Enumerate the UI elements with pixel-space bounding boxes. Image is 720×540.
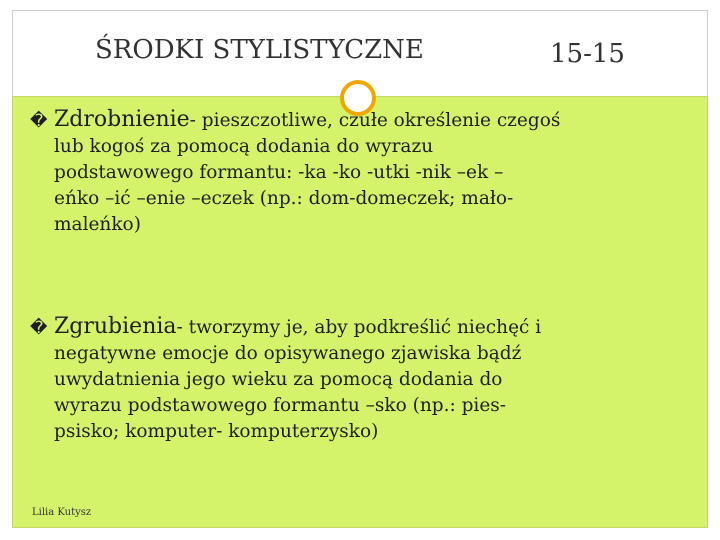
definition-line: wyrazu podstawowego formantu –sko (np.: pies- xyxy=(54,395,507,416)
bullet-first-line xyxy=(30,107,695,134)
definition-line: eńko –ić –enie –eczek (np.: dom-domeczek; mało- xyxy=(54,188,514,209)
bullet-first-line xyxy=(30,314,695,341)
definition-line: psisko; komputer- komputerzysko) xyxy=(54,421,379,442)
term-zgrubienia: Zgrubienia xyxy=(54,314,177,339)
definition-line: maleńko) xyxy=(54,214,141,235)
definition-line: uwydatnienia jego wieku za pomocą dodania do xyxy=(54,369,503,390)
bullet-marker-icon: � xyxy=(30,318,48,338)
definition-line: - tworzymy je, aby podkreślić niechęć i xyxy=(176,317,542,338)
definition-line: negatywne emocje do opisywanego zjawiska bądź xyxy=(54,343,522,364)
definition-line: lub kogoś za pomocą dodania do wyrazu xyxy=(54,136,434,157)
slide-number: 15-15 xyxy=(550,39,625,69)
bullet-marker-icon: � xyxy=(30,111,48,131)
slide-title: ŚRODKI STYLISTYCZNE xyxy=(95,35,424,65)
definition-line: - pieszczotliwe, czułe określenie czegoś xyxy=(189,110,561,131)
bullet-zgrubienia xyxy=(30,314,695,445)
term-zdrobnienie: Zdrobnienie xyxy=(54,107,190,132)
footer-author: Lilia Kutysz xyxy=(32,507,92,518)
bullet-zdrobnienie xyxy=(30,107,695,238)
definition-line: podstawowego formantu: -ka -ko -utki -nik –ek – xyxy=(54,162,504,183)
